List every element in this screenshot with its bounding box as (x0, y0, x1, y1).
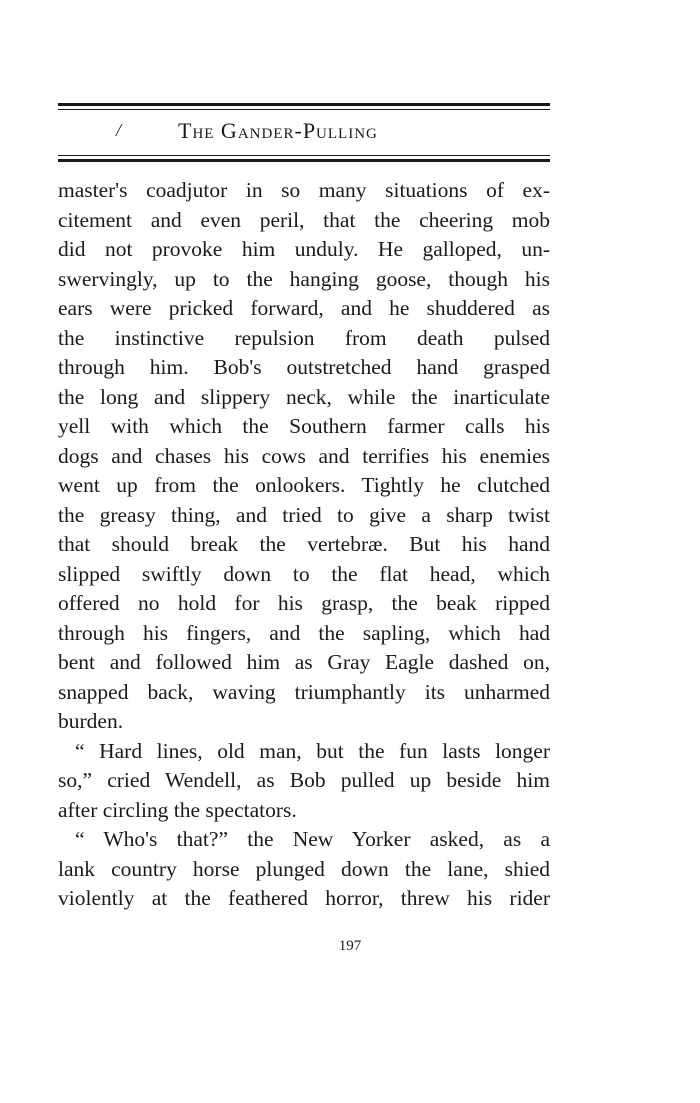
text-line: lank country horse plunged down the lane, shied (58, 856, 550, 881)
text-line: went up from the onlookers. Tightly he clutched (58, 473, 550, 497)
rule-thick (58, 159, 550, 162)
rule-thin (58, 155, 550, 156)
text-line: the long and slippery neck, while the inarticulate (58, 384, 550, 409)
text-line: “ Who's that?” the New Yorker asked, as a (75, 827, 550, 851)
text-line: yell with which the Southern farmer calls his (58, 414, 550, 438)
text-line: offered no hold for his grasp, the beak ripped (58, 591, 550, 615)
text-line: swervingly, up to the hanging goose, though his (58, 266, 550, 291)
text-line: “ Hard lines, old man, but the fun lasts longer (75, 738, 550, 763)
text-line: violently at the feathered horror, threw his rider (58, 886, 550, 910)
text-line: through him. Bob's outstretched hand grasped (58, 355, 550, 379)
text-line: through his fingers, and the sapling, which had (58, 620, 550, 645)
text-line: did not provoke him unduly. He galloped, un- (58, 237, 550, 261)
text-line: burden. (58, 709, 124, 733)
running-title: The Gander-Pulling (178, 118, 378, 143)
header-mark: / (116, 120, 122, 140)
page-number: 197 (338, 938, 362, 954)
text-line: master's coadjutor in so many situations of ex- (58, 178, 550, 202)
text-line: ears were pricked forward, and he shuddered as (58, 296, 550, 320)
text-line: citement and even peril, that the cheering mob (58, 207, 550, 232)
text-line: the instinctive repulsion from death pulsed (58, 325, 550, 350)
text-line: bent and followed him as Gray Eagle dashed on, (58, 650, 550, 674)
header-rule-top (58, 103, 550, 110)
text-line: slipped swiftly down to the flat head, which (58, 561, 550, 586)
text-line: dogs and chases his cows and terrifies his enemies (58, 443, 550, 468)
text-line: snapped back, waving triumphantly its unharmed (58, 679, 550, 704)
text-line: that should break the vertebræ. But his hand (58, 532, 550, 556)
rule-thick (58, 103, 550, 106)
rule-thin (58, 109, 550, 110)
text-line: the greasy thing, and tried to give a sharp twist (58, 502, 550, 527)
header-rule-bottom (58, 155, 550, 162)
text-line: after circling the spectators. (58, 797, 297, 822)
running-header (58, 118, 550, 150)
text-line: so,” cried Wendell, as Bob pulled up beside him (58, 768, 550, 792)
body-text (58, 176, 550, 914)
